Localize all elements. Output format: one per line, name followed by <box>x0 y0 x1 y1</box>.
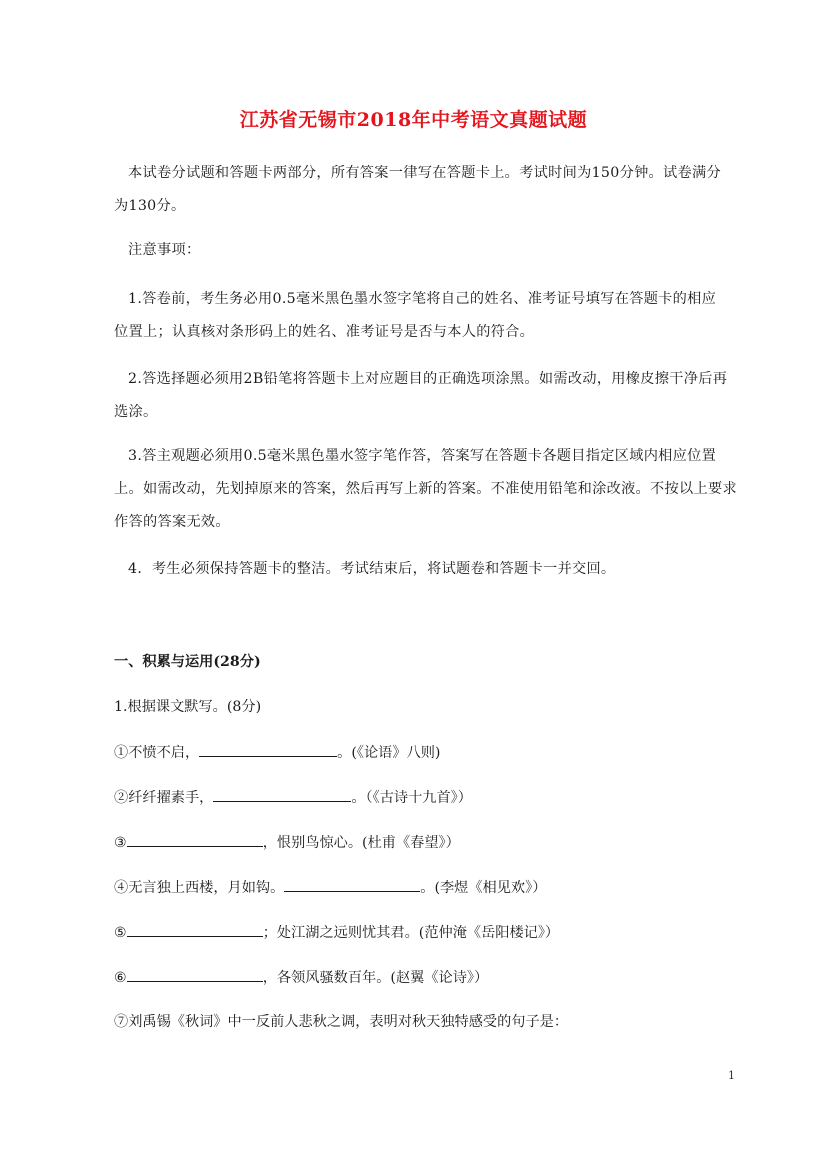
answer-blank[interactable] <box>127 967 263 982</box>
note-3: 3.答主观题必须用0.5毫米黑色墨水签字笔作答，答案写在答题卡各题目指定区域内相应位置 上。如需改动，先划掉原来的答案，然后再写上新的答案。不准使用铅笔和涂改液。不按以上要求 作答的答案无效。 <box>114 448 737 530</box>
question-1-stem: 1.根据课文默写。(8分) <box>114 699 262 715</box>
answer-blank[interactable] <box>127 922 263 937</box>
intro-paragraph <box>114 157 742 223</box>
section-1-heading: 一、积累与运用(28分) <box>114 654 261 670</box>
answer-blank[interactable] <box>284 877 420 892</box>
fill-item-5: ⑤ ；处江湖之远则忧其君。(范仲淹《岳阳楼记》） <box>114 922 754 943</box>
answer-blank[interactable] <box>199 742 337 757</box>
fill-item-4: ④无言独上西楼，月如钩。 。(李煜《相见欢》） <box>114 877 754 898</box>
note-2: 2.答选择题必须用2B铅笔将答题卡上对应题目的正确选项涂黑。如需改动，用橡皮擦干净后再 选涂。 <box>114 371 728 420</box>
answer-blank[interactable] <box>213 787 351 802</box>
intro-line-2: 为130分。 <box>114 198 186 214</box>
note-1: 1.答卷前，考生务必用0.5毫米黑色墨水签字笔将自己的姓名、准考证号填写在答题卡的相应 位置上；认真核对条形码上的姓名、准考证号是否与本人的符合。 <box>114 291 717 340</box>
answer-blank[interactable] <box>127 832 263 847</box>
document-title: 江苏省无锡市2018年中考语文真题试题 <box>239 109 588 131</box>
fill-item-7: ⑦刘禹锡《秋词》中一反前人悲秋之调，表明对秋天独特感受的句子是： <box>114 1014 569 1030</box>
notice-heading: 注意事项： <box>128 242 201 258</box>
fill-item-6: ⑥ ，各领风骚数百年。(赵翼《论诗》） <box>114 967 754 988</box>
note-4: 4．考生必须保持答题卡的整洁。考试结束后，将试题卷和答题卡一并交回。 <box>128 561 616 577</box>
intro-line-1: 本试卷分试题和答题卡两部分，所有答案一律写在答题卡上。考试时间为150分钟。试卷满分 <box>128 165 721 181</box>
fill-item-3: ③ ，恨别鸟惊心。(杜甫《春望》） <box>114 832 754 853</box>
page-number: 1 <box>728 1069 735 1082</box>
fill-item-2: ②纤纤擢素手， 。（《古诗十九首》） <box>114 787 754 808</box>
fill-item-1: ①不愤不启， 。(《论语》八则) <box>114 742 754 763</box>
